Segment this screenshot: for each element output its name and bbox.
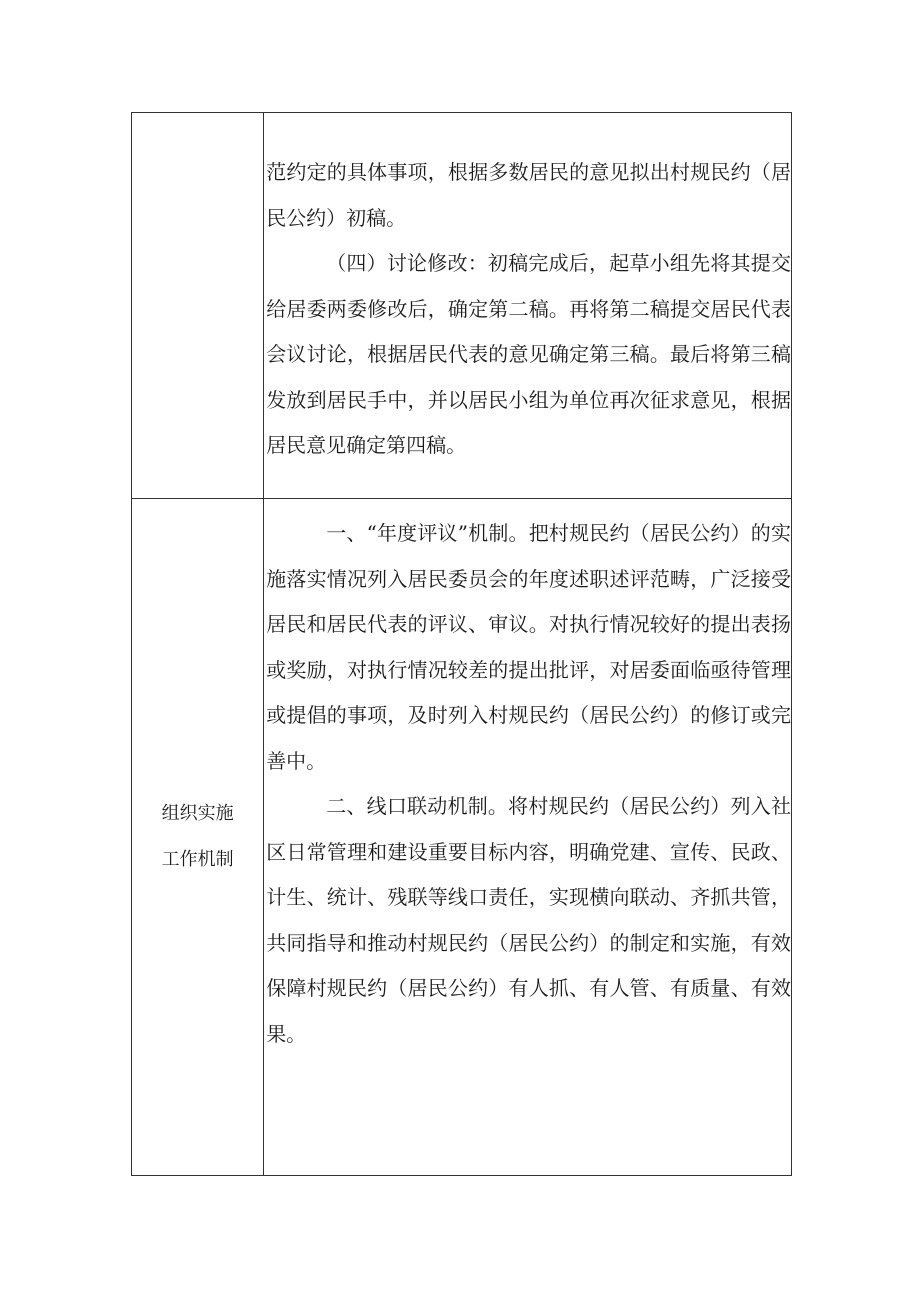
row-content-cell [264, 113, 792, 499]
row-label-line-2: 工作机制 [161, 849, 234, 871]
row-content-cell [264, 499, 792, 1176]
document-table [131, 112, 792, 1176]
table-row [132, 113, 792, 499]
row-content [264, 113, 791, 469]
table-row [132, 499, 792, 1176]
row-label-cell [132, 113, 264, 499]
row-label-line-1: 组织实施 [161, 803, 234, 825]
row-content [264, 499, 791, 1057]
paragraph: （四）讨论修改：初稿完成后，起草小组先将其提交给居委两委修改后，确定第二稿。再将第二稿提交居民代表会议讨论，根据居民代表的意见确定第三稿。最后将第三稿发放到居民手中，并以居民小组为单位再次征求意见，根据居民意见确定第四稿。 [266, 251, 791, 457]
paragraph: 一、“年度评议”机制。把村规民约（居民公约）的实施落实情况列入居民委员会的年度述职述评范畴，广泛接受居民和居民代表的评议、审议。对执行情况较好的提出表扬或奖励，对执行情况较差的提出批评，对居委面临亟待管理或提倡的事项，及时列入村规民约（居民公约）的修订或完善中。 [266, 521, 791, 773]
paragraph: 二、线口联动机制。将村规民约（居民公约）列入社区日常管理和建设重要目标内容，明确党建、宣传、民政、计生、统计、残联等线口责任，实现横向联动、齐抓共管，共同指导和推动村规民约（居民公约）的制定和实施，有效保障村规民约（居民公约）有人抓、有人管、有质量、有效果。 [266, 794, 791, 1046]
row-label-cell [132, 499, 264, 1176]
paragraph: 范约定的具体事项，根据多数居民的意见拟出村规民约（居民公约）初稿。 [266, 160, 791, 230]
